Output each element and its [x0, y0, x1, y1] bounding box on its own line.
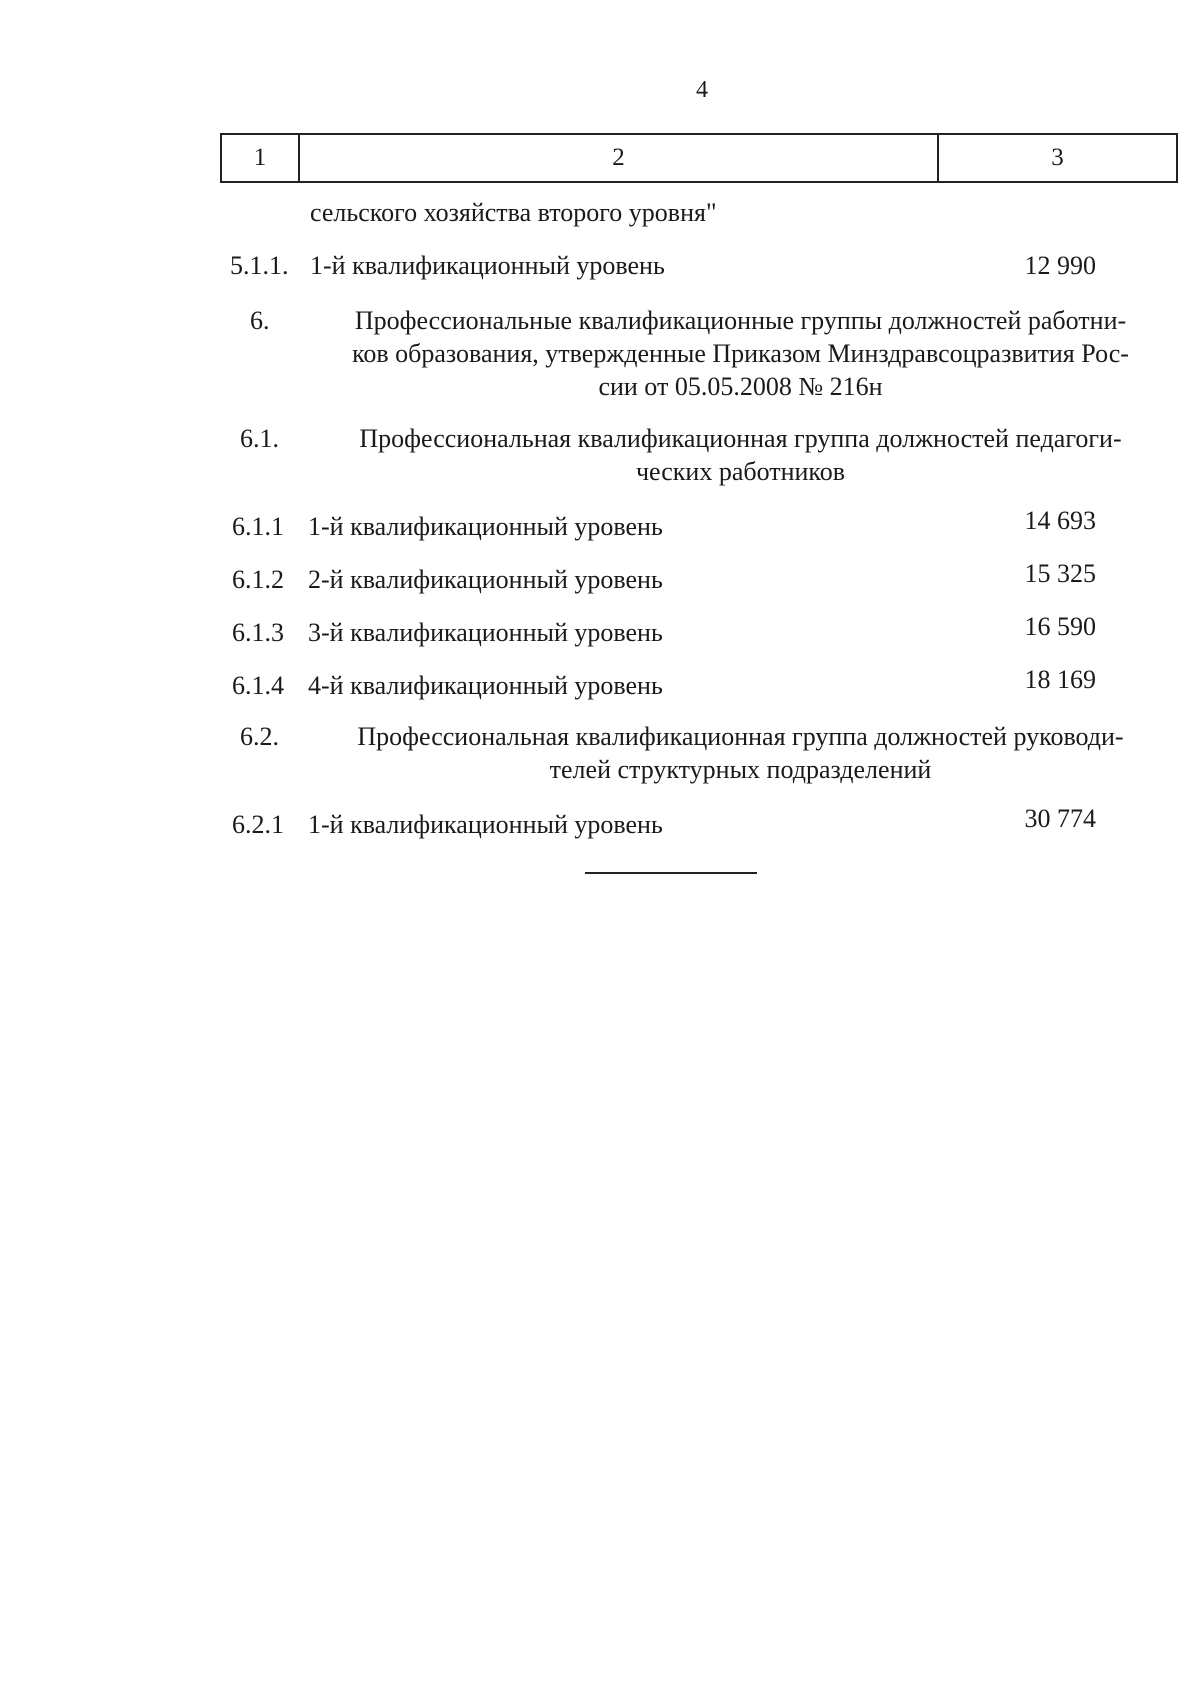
column-header-1: 1 [222, 135, 300, 181]
row-heading-line: Профессиональная квалификационная группа должностей руководи- [357, 722, 1124, 751]
row-value: 12 990 [1024, 251, 1096, 280]
row-number: 6.1.2 [232, 565, 284, 594]
row-text: 1-й квалификационный уровень [308, 810, 663, 839]
row-value: 30 774 [1024, 804, 1096, 833]
row-value: 18 169 [1024, 665, 1096, 694]
row-text: 2-й квалификационный уровень [308, 565, 663, 594]
row-value: 15 325 [1024, 559, 1096, 588]
row-number: 5.1.1. [230, 251, 289, 280]
row-number: 6.2. [240, 722, 279, 751]
row-number: 6.1.3 [232, 618, 284, 647]
row-number: 6.1.4 [232, 671, 284, 700]
row-text: 1-й квалификационный уровень [308, 512, 663, 541]
table-column-header [220, 133, 1178, 183]
row-heading-line: телей структурных подразделений [549, 755, 932, 784]
row-text: 3-й квалификационный уровень [308, 618, 663, 647]
row-heading-line: ков образования, утвержденные Приказом Минздравсоцразвития Рос- [352, 339, 1129, 368]
row-number: 6. [250, 306, 270, 335]
row-number: 6.1.1 [232, 512, 284, 541]
page-number: 4 [696, 77, 708, 103]
closing-divider [585, 872, 757, 874]
row-text: 1-й квалификационный уровень [310, 251, 665, 280]
row-value: 16 590 [1024, 612, 1096, 641]
column-header-2: 2 [300, 135, 939, 181]
row-text: 4-й квалификационный уровень [308, 671, 663, 700]
row-heading-line: Профессиональная квалификационная группа должностей педагоги- [359, 424, 1122, 453]
row-heading-line: сии от 05.05.2008 № 216н [598, 372, 883, 401]
row-heading-line: ческих работников [635, 457, 846, 486]
row-heading-line: Профессиональные квалификационные группы должностей работни- [354, 306, 1127, 335]
row-number: 6.2.1 [232, 810, 284, 839]
row-value: 14 693 [1024, 506, 1096, 535]
row-number: 6.1. [240, 424, 279, 453]
column-header-3: 3 [1051, 144, 1064, 171]
continuation-text: сельского хозяйства второго уровня" [310, 198, 717, 227]
